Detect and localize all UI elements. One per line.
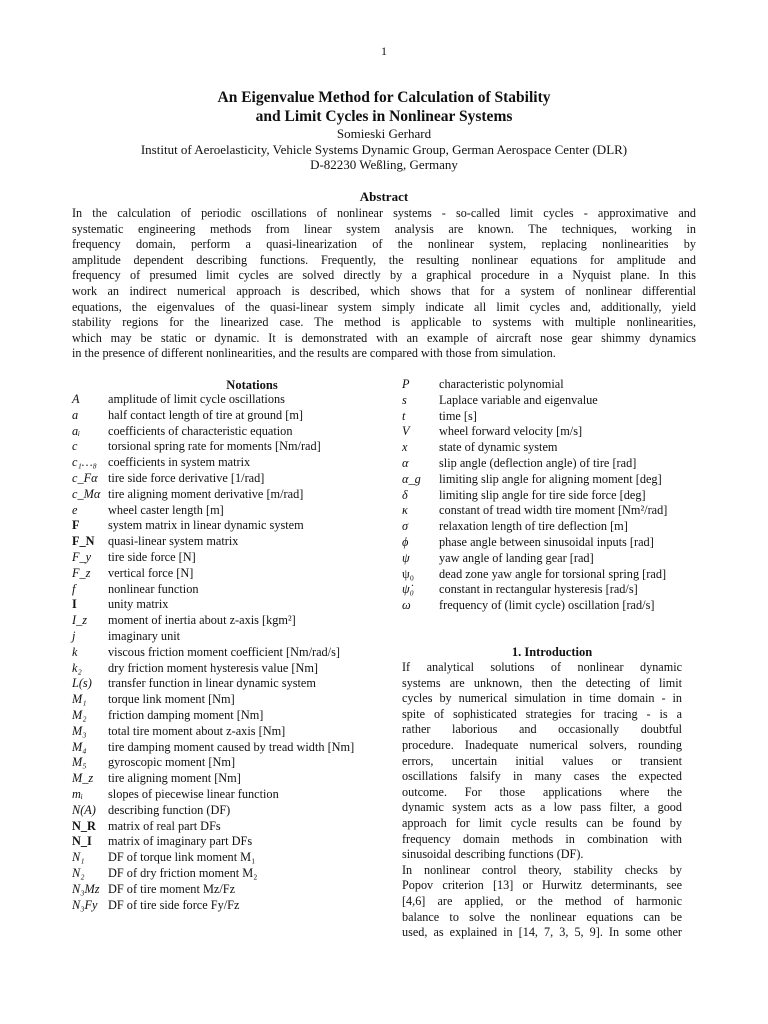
notation-row	[72, 566, 402, 582]
notation-symbol: s	[402, 392, 407, 407]
notation-symbol: c₁…₈	[72, 455, 97, 470]
notation-description: moment of inertia about z-axis [kgm²]	[108, 613, 296, 628]
notation-symbol: ψ₀	[402, 566, 414, 581]
abstract-line: in the presence of different nonlinearities, and the results are compared with those from simulation.	[72, 346, 556, 361]
notation-description: matrix of imaginary part DFs	[108, 834, 253, 849]
notation-description: limiting slip angle for tire side force [deg]	[439, 487, 646, 502]
abstract-line: stability regions for the linearized case. The method is applicable to systems with multiple nonlinearities,	[72, 315, 696, 330]
author-address: D-82230 Weßling, Germany	[310, 157, 458, 172]
notation-description: quasi-linear system matrix	[108, 534, 239, 549]
introduction-line: In nonlinear control theory, stability checks by	[402, 862, 682, 877]
notation-symbol: σ	[402, 519, 409, 534]
notation-row	[72, 597, 402, 613]
notation-description: DF of tire moment Mz/Fz	[108, 881, 236, 896]
notation-symbol: M₃	[72, 723, 87, 738]
notation-row	[72, 408, 402, 424]
abstract-line: amplitude dependent describing functions. Frequently, the resulting nonlinear equations for amplitude and	[72, 252, 696, 267]
introduction-line: Popov criterion [13] or Hurwitz determinants, see	[402, 878, 682, 893]
title-line-2: and Limit Cycles in Nonlinear Systems	[255, 108, 513, 125]
notation-description: coefficients of characteristic equation	[108, 423, 293, 438]
notation-description: tire side force [N]	[108, 549, 196, 564]
notation-symbol: ψ	[402, 550, 410, 565]
notation-row	[72, 866, 402, 882]
notation-description: vertical force [N]	[108, 565, 194, 580]
notation-row	[72, 676, 402, 692]
notation-description: friction damping moment [Nm]	[108, 707, 264, 722]
notations-heading: Notations	[226, 378, 278, 392]
notation-row	[72, 771, 402, 787]
abstract-body	[72, 206, 696, 362]
notation-symbol: e	[72, 502, 78, 517]
notation-symbol: P	[402, 377, 410, 391]
notation-symbol: aᵢ	[72, 423, 81, 438]
notation-description: total tire moment about z-axis [Nm]	[108, 723, 286, 738]
introduction-body	[402, 660, 682, 941]
notation-row	[72, 392, 402, 408]
notation-symbol: N₃Mz	[72, 881, 100, 896]
notation-row	[72, 882, 402, 898]
notation-row	[72, 455, 402, 471]
notation-symbol: F_z	[72, 565, 91, 580]
notation-description: tire side force derivative [1/rad]	[108, 470, 265, 485]
notation-symbol: f	[72, 581, 76, 596]
notation-row	[72, 740, 402, 756]
notation-row	[402, 377, 702, 393]
notation-symbol: j	[72, 628, 76, 643]
abstract-heading: Abstract	[359, 189, 409, 204]
introduction-line: sinusoidal describing functions (DF).	[402, 847, 584, 862]
notation-description: amplitude of limit cycle oscillations	[108, 392, 285, 406]
notation-symbol: N₂	[72, 865, 85, 880]
page-number: 1	[381, 44, 387, 58]
introduction-line: dynamic system acts as a low pass filter, a good	[402, 800, 682, 815]
notation-description: time [s]	[439, 408, 477, 423]
notation-symbol: F_y	[72, 549, 92, 564]
notation-row	[72, 850, 402, 866]
notation-description: wheel forward velocity [m/s]	[439, 424, 583, 439]
notation-row	[402, 535, 702, 551]
notation-symbol: A	[72, 392, 80, 406]
introduction-line: spite of sophisticated strategies for tracing - is a	[402, 706, 682, 721]
introduction-line: If analytical solutions of nonlinear dynamic	[402, 660, 682, 674]
notation-symbol: N₁	[72, 850, 85, 865]
notation-row	[402, 440, 702, 456]
notation-description: unity matrix	[108, 597, 169, 612]
notation-symbol: c	[72, 439, 78, 454]
introduction-line: frequency domain methods in combination with	[402, 831, 682, 846]
introduction-line: rather laborious and occasionally doubtful	[402, 722, 682, 737]
notation-row	[402, 409, 702, 425]
notation-row	[72, 755, 402, 771]
notation-symbol: mᵢ	[72, 786, 83, 801]
notation-row	[72, 582, 402, 598]
notation-symbol: δ	[402, 487, 408, 502]
introduction-line: outcome. For those applications where the	[402, 784, 682, 799]
notation-symbol: M_z	[72, 771, 94, 786]
abstract-line: In the calculation of periodic oscillations of nonlinear systems - so-called limit cycles - approximative and	[72, 206, 696, 220]
notation-row	[402, 519, 702, 535]
notation-row	[72, 487, 402, 503]
abstract-line: frequency domain, perform a quasi-linearization of the nonlinear system, replacing nonlinearities by	[72, 237, 696, 252]
notation-symbol: N(A)	[72, 802, 96, 817]
notation-description: tire aligning moment derivative [m/rad]	[108, 486, 304, 501]
notation-description: torque link moment [Nm]	[108, 692, 235, 707]
title-line-1: An Eigenvalue Method for Calculation of Stability	[217, 89, 551, 106]
notation-row	[72, 471, 402, 487]
notation-description: torsional spring rate for moments [Nm/rad]	[108, 439, 321, 454]
notation-row	[402, 472, 702, 488]
notation-symbol: L(s)	[72, 676, 92, 691]
introduction-line: approach for limit cycle results can be found by	[402, 815, 682, 830]
notation-description: matrix of real part DFs	[108, 818, 221, 833]
notation-description: state of dynamic system	[439, 440, 558, 455]
notation-row	[402, 551, 702, 567]
notation-description: constant in rectangular hysteresis [rad/s]	[439, 582, 638, 597]
notation-row	[72, 819, 402, 835]
notation-description: characteristic polynomial	[439, 377, 564, 391]
notation-description: slopes of piecewise linear function	[108, 786, 279, 801]
notation-description: tire aligning moment [Nm]	[108, 771, 241, 786]
notation-row	[402, 393, 702, 409]
abstract-line: frequency of presumed limit cycles are solved directly by a graphical procedure in a Nyquist plane. In this	[72, 268, 696, 283]
author-block	[0, 126, 768, 173]
notation-description: half contact length of tire at ground [m]	[108, 407, 303, 422]
introduction-line: oscillations falsify in many cases the expected	[402, 769, 682, 784]
notation-symbol: M₅	[72, 755, 87, 770]
notation-symbol: F_N	[72, 534, 95, 549]
notation-description: imaginary unit	[108, 628, 181, 643]
notation-row	[402, 488, 702, 504]
notation-description: viscous friction moment coefficient [Nm/rad/s]	[108, 644, 340, 659]
notation-description: tire damping moment caused by tread width [Nm]	[108, 739, 355, 754]
notation-row	[72, 692, 402, 708]
notation-description: transfer function in linear dynamic system	[108, 676, 316, 691]
notation-row	[72, 645, 402, 661]
notation-row	[72, 629, 402, 645]
introduction-line: procedure. Inadequate numerical solvers, rounding	[402, 737, 682, 752]
paper-title	[0, 88, 768, 126]
notation-symbol: k₂	[72, 660, 82, 675]
notation-description: DF of torque link moment M₁	[108, 850, 256, 865]
notation-row	[72, 803, 402, 819]
notation-symbol: N_I	[72, 834, 92, 849]
notation-row	[72, 708, 402, 724]
introduction-line: [4,6] are applied, or the method of harmonic	[402, 893, 682, 908]
notation-symbol: α_g	[402, 471, 421, 486]
notation-symbol: a	[72, 407, 79, 422]
notation-symbol: ω	[402, 598, 411, 613]
introduction-line: cycles by numerical simulation in time domain - in	[402, 691, 682, 706]
notation-description: wheel caster length [m]	[108, 502, 224, 517]
abstract-line: systematic engineering methods from linear system analysis are known. The techniques, working in	[72, 221, 696, 236]
notation-row	[402, 456, 702, 472]
notation-row	[402, 598, 702, 614]
notation-symbol: I	[72, 597, 77, 612]
notation-row	[72, 834, 402, 850]
notations-right-column	[402, 377, 702, 614]
notation-symbol: N_R	[72, 818, 96, 833]
notation-row	[72, 550, 402, 566]
notation-row	[402, 567, 702, 583]
notation-row	[72, 724, 402, 740]
notation-description: system matrix in linear dynamic system	[108, 518, 304, 533]
abstract-line: equations, the eigenvalues of the quasi-linear system simply indicate all limit cycles and, additionally, yield	[72, 299, 696, 314]
notation-symbol: F	[72, 518, 80, 533]
notation-row	[72, 439, 402, 455]
author-affiliation: Institut of Aeroelasticity, Vehicle Systems Dynamic Group, German Aerospace Center (DLR)	[140, 141, 628, 157]
notation-symbol: V	[402, 424, 410, 439]
notation-description: phase angle between sinusoidal inputs [rad]	[439, 534, 654, 549]
notation-symbol: M₁	[72, 692, 87, 707]
notation-row	[72, 534, 402, 550]
notation-symbol: t	[402, 408, 406, 423]
notation-description: relaxation length of tire deflection [m]	[439, 519, 628, 534]
notation-description: limiting slip angle for aligning moment [deg]	[439, 471, 662, 486]
notation-description: Laplace variable and eigenvalue	[439, 392, 598, 407]
notation-row	[402, 503, 702, 519]
notation-description: coefficients in system matrix	[108, 455, 251, 470]
notation-description: constant of tread width tire moment [Nm²/rad]	[439, 503, 668, 518]
notation-symbol: M₄	[72, 739, 87, 754]
notation-row	[72, 661, 402, 677]
notation-symbol: ϕ	[402, 534, 409, 549]
introduction-line: used, as explained in [14, 7, 3, 5, 9]. In some other	[402, 925, 682, 940]
notation-symbol: α	[402, 455, 409, 470]
notation-description: describing function (DF)	[108, 802, 231, 817]
notations-left-column	[72, 392, 402, 913]
introduction-line: balance to solve the nonlinear equations can be	[402, 909, 682, 924]
introduction-line: errors, uncertain initial values or transient	[402, 753, 682, 768]
introduction-heading: 1. Introduction	[511, 645, 593, 659]
introduction-line: systems are unknown, then the detecting of limit	[402, 675, 682, 690]
notation-row	[72, 787, 402, 803]
notation-symbol: c_Mα	[72, 486, 101, 501]
notation-symbol: M₂	[72, 707, 87, 722]
notation-symbol: κ	[402, 503, 408, 518]
notation-symbol: ψ̇₀	[402, 582, 414, 597]
notation-description: dry friction moment hysteresis value [Nm]	[108, 660, 319, 675]
notation-row	[72, 518, 402, 534]
notation-symbol: N₃Fy	[72, 897, 98, 912]
notation-description: frequency of (limit cycle) oscillation [rad/s]	[439, 598, 655, 613]
notation-row	[402, 424, 702, 440]
notation-symbol: k	[72, 644, 78, 659]
notation-description: DF of dry friction moment M₂	[108, 865, 258, 880]
abstract-line: work an indirect numerical approach is described, which shows that for a system of nonlinear differential	[72, 283, 696, 298]
notation-row	[72, 613, 402, 629]
notation-row	[402, 582, 702, 598]
notation-symbol: c_Fα	[72, 470, 98, 485]
author-name: Somieski Gerhard	[336, 126, 432, 141]
notation-row	[72, 898, 402, 914]
notation-description: DF of tire side force Fy/Fz	[108, 897, 240, 912]
notation-description: yaw angle of landing gear [rad]	[439, 550, 594, 565]
notation-row	[72, 503, 402, 519]
notation-description: gyroscopic moment [Nm]	[108, 755, 236, 770]
notation-description: dead zone yaw angle for torsional spring [rad]	[439, 566, 667, 581]
notation-symbol: x	[402, 440, 408, 455]
notation-description: nonlinear function	[108, 581, 199, 596]
notation-symbol: I_z	[72, 613, 88, 628]
notation-description: slip angle (deflection angle) of tire [rad]	[439, 455, 637, 470]
abstract-line: which may be static or dynamic. It is demonstrated with an example of aircraft nose gear shimmy dynamics	[72, 330, 696, 345]
notation-row	[72, 424, 402, 440]
